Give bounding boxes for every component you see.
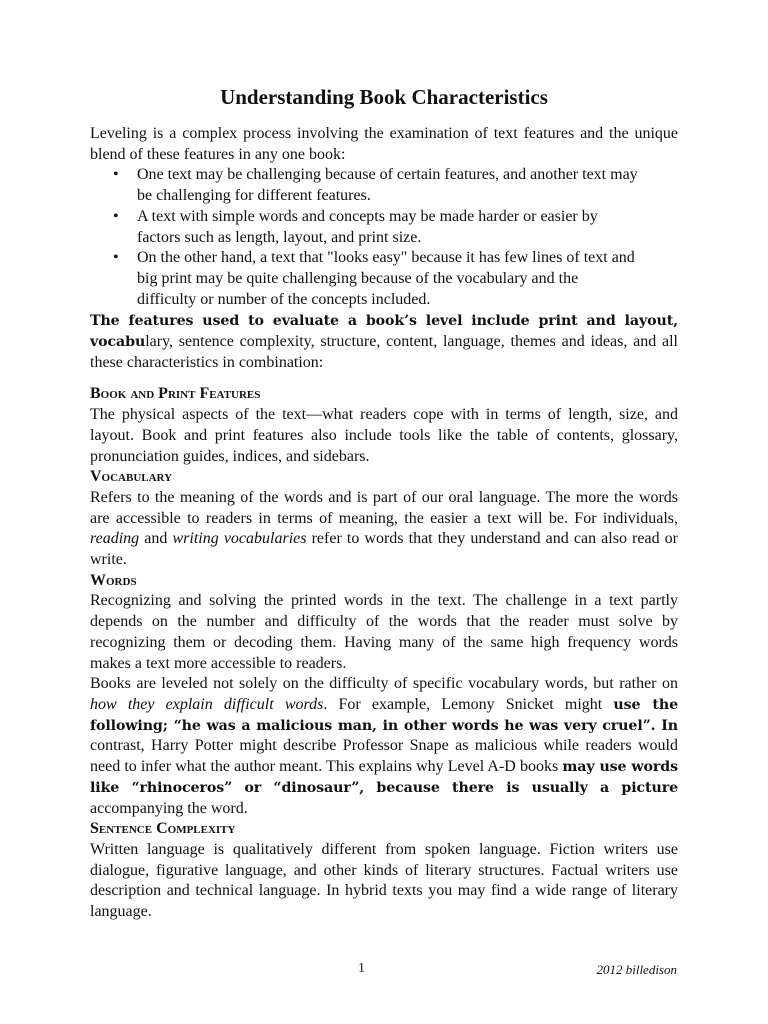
- sentence-complexity-paragraph: Written language is qualitatively different from spoken language. Fiction writers use dialogue, figurative language, and other kinds of literary structures. Factual writers use description and technical language. In hybrid texts you may find a wide range of literary language.: [90, 840, 678, 921]
- bullet-text: One text may be challenging because of certain features, and another text may be challenging for different features.: [137, 166, 638, 205]
- text-run: accompanying the word.: [90, 799, 248, 817]
- document-page: [90, 82, 678, 923]
- section-heading-book-print: Book and Print Features: [90, 385, 261, 403]
- text-run: contrast, Harry Potter might describe Professor Snape as malicious while readers would need to infer what the author meant. This explains why Level A-D books: [90, 737, 678, 776]
- page-title: Understanding Book Characteristics: [220, 85, 548, 109]
- section-heading-words: Words: [90, 571, 137, 589]
- text-run: refer to words that they understand and can also read or write.: [90, 530, 678, 569]
- vocabulary-paragraph: [90, 488, 678, 571]
- page-number: 1: [358, 961, 365, 976]
- book-print-paragraph: The physical aspects of the text—what readers cope with in terms of length, size, and layout. Book and print features also include tools like the table of contents, glossary, pronunciation guides, indices, and sidebars.: [90, 406, 678, 465]
- bullet-text: A text with simple words and concepts may be made harder or easier by factors such as length, layout, and print size.: [137, 207, 598, 246]
- words-paragraph: Recognizing and solving the printed words in the text. The challenge in a text partly depends on the number and difficulty of the words that the reader must solve by recognizing them or decoding them. Having many of the same high frequency words makes a text more accessible to readers.: [90, 592, 678, 672]
- bullet-text: On the other hand, a text that "looks easy" because it has few lines of text and big print may be quite challenging because of the vocabulary and the difficulty or number of the concepts included.: [137, 249, 635, 308]
- list-item: [90, 248, 678, 310]
- emphasis-text: reading: [90, 530, 140, 548]
- text-run: and: [139, 530, 173, 548]
- section-heading-sentence-complexity: Sentence Complexity: [90, 820, 236, 838]
- bold-text: use the following; “he was a malicious man, in other words he was very cruel”. In: [90, 696, 679, 734]
- features-paragraph: [90, 311, 678, 373]
- features-bold-text: The features used to evaluate a book’s level include print and layout, vocabu: [90, 313, 678, 351]
- list-item: [90, 207, 678, 248]
- emphasis-text: how they explain difficult words: [90, 695, 324, 713]
- list-item: [90, 165, 678, 206]
- bullet-icon: •: [113, 166, 119, 184]
- bullet-list: [90, 165, 678, 310]
- section-heading-vocabulary: Vocabulary: [90, 468, 173, 486]
- text-run: Books are leveled not solely on the difficulty of specific vocabulary words, but rather on: [90, 675, 678, 693]
- features-rest-text: lary, sentence complexity, structure, content, language, themes and ideas, and all these characteristics in combination:: [90, 333, 678, 371]
- text-run: Refers to the meaning of the words and is part of our oral language. The more the words are accessible to readers in terms of meaning, the easier a text will be. For individuals,: [90, 488, 678, 527]
- emphasis-text: writing vocabularies: [172, 530, 307, 548]
- text-run: . For example, Lemony Snicket might: [323, 695, 614, 713]
- intro-paragraph: Leveling is a complex process involving the examination of text features and the unique blend of these features in any one book:: [90, 125, 678, 163]
- footer-credit: 2012 billedison: [596, 962, 677, 977]
- bullet-icon: •: [113, 249, 119, 267]
- words-paragraph-2: [90, 674, 678, 819]
- bullet-icon: •: [113, 207, 119, 225]
- bold-text: may use words like “rhinoceros” or “dinosaur”, because there is usually a picture: [90, 759, 678, 796]
